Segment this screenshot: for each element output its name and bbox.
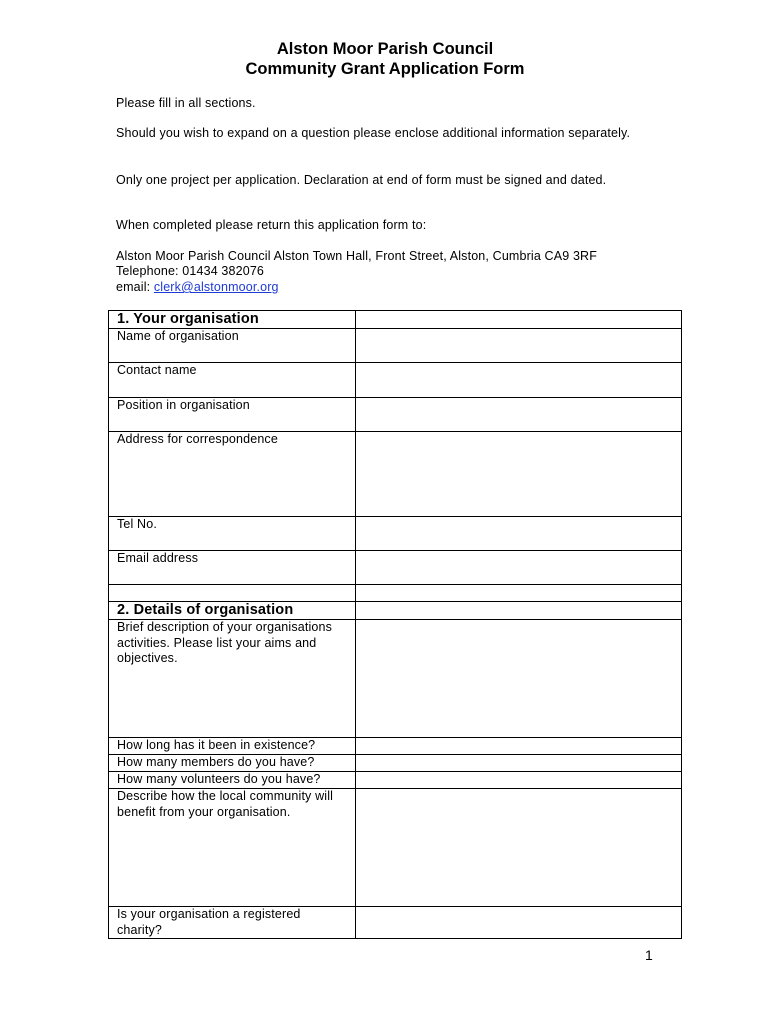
instruction-expand: Should you wish to expand on a question please enclose additional information separately. xyxy=(116,126,631,140)
section-1-header-row xyxy=(109,311,682,329)
instruction-fill-all: Please fill in all sections. xyxy=(116,96,256,110)
form-org-title: Alston Moor Parish Council xyxy=(276,40,494,58)
field-label-email: Email address xyxy=(109,551,356,585)
spacer-cell xyxy=(109,585,356,602)
form-row xyxy=(109,789,682,907)
form-row xyxy=(109,907,682,939)
org-name-input[interactable] xyxy=(356,329,682,363)
email-link[interactable]: clerk@alstonmoor.org xyxy=(153,280,279,294)
tel-input[interactable] xyxy=(356,517,682,551)
return-address: Alston Moor Parish Council Alston Town Hall, Front Street, Alston, Cumbria CA9 3RF xyxy=(116,249,598,263)
charity-input[interactable] xyxy=(356,907,682,939)
field-label-position: Position in organisation xyxy=(109,398,356,432)
field-label-charity: Is your organisation a registered charity? xyxy=(109,907,356,939)
form-row xyxy=(109,432,682,517)
benefit-input[interactable] xyxy=(356,789,682,907)
field-label-existence: How long has it been in existence? xyxy=(109,738,356,755)
section-1-header-blank xyxy=(356,311,682,329)
field-label-contact-name: Contact name xyxy=(109,363,356,398)
form-title: Community Grant Application Form xyxy=(245,60,525,78)
email-label: email: xyxy=(116,280,151,294)
form-row xyxy=(109,772,682,789)
return-telephone: Telephone: 01434 382076 xyxy=(116,264,265,278)
field-label-org-name: Name of organisation xyxy=(109,329,356,363)
field-label-volunteers: How many volunteers do you have? xyxy=(109,772,356,789)
field-label-description: Brief description of your organisations activities. Please list your aims and objectives. xyxy=(109,620,356,738)
instruction-one-project: Only one project per application. Declaration at end of form must be signed and dated. xyxy=(116,173,607,187)
field-label-address: Address for correspondence xyxy=(109,432,356,517)
form-row xyxy=(109,517,682,551)
form-row xyxy=(109,329,682,363)
volunteers-input[interactable] xyxy=(356,772,682,789)
contact-name-input[interactable] xyxy=(356,363,682,398)
description-input[interactable] xyxy=(356,620,682,738)
existence-input[interactable] xyxy=(356,738,682,755)
spacer-row xyxy=(109,585,682,602)
field-label-tel: Tel No. xyxy=(109,517,356,551)
form-row xyxy=(109,363,682,398)
form-row xyxy=(109,551,682,585)
members-input[interactable] xyxy=(356,755,682,772)
page-number: 1 xyxy=(645,947,653,963)
section-2-header-blank xyxy=(356,602,682,620)
spacer-cell xyxy=(356,585,682,602)
field-label-members: How many members do you have? xyxy=(109,755,356,772)
email-input[interactable] xyxy=(356,551,682,585)
return-email-line xyxy=(116,279,654,295)
application-form-table xyxy=(108,310,682,939)
field-label-benefit: Describe how the local community will benefit from your organisation. xyxy=(109,789,356,907)
section-1-title: 1. Your organisation xyxy=(109,311,356,329)
section-2-title: 2. Details of organisation xyxy=(109,602,356,620)
section-2-header-row xyxy=(109,602,682,620)
form-row xyxy=(109,398,682,432)
form-row xyxy=(109,620,682,738)
instruction-return: When completed please return this application form to: xyxy=(116,218,427,232)
position-input[interactable] xyxy=(356,398,682,432)
address-input[interactable] xyxy=(356,432,682,517)
form-row xyxy=(109,755,682,772)
form-row xyxy=(109,738,682,755)
